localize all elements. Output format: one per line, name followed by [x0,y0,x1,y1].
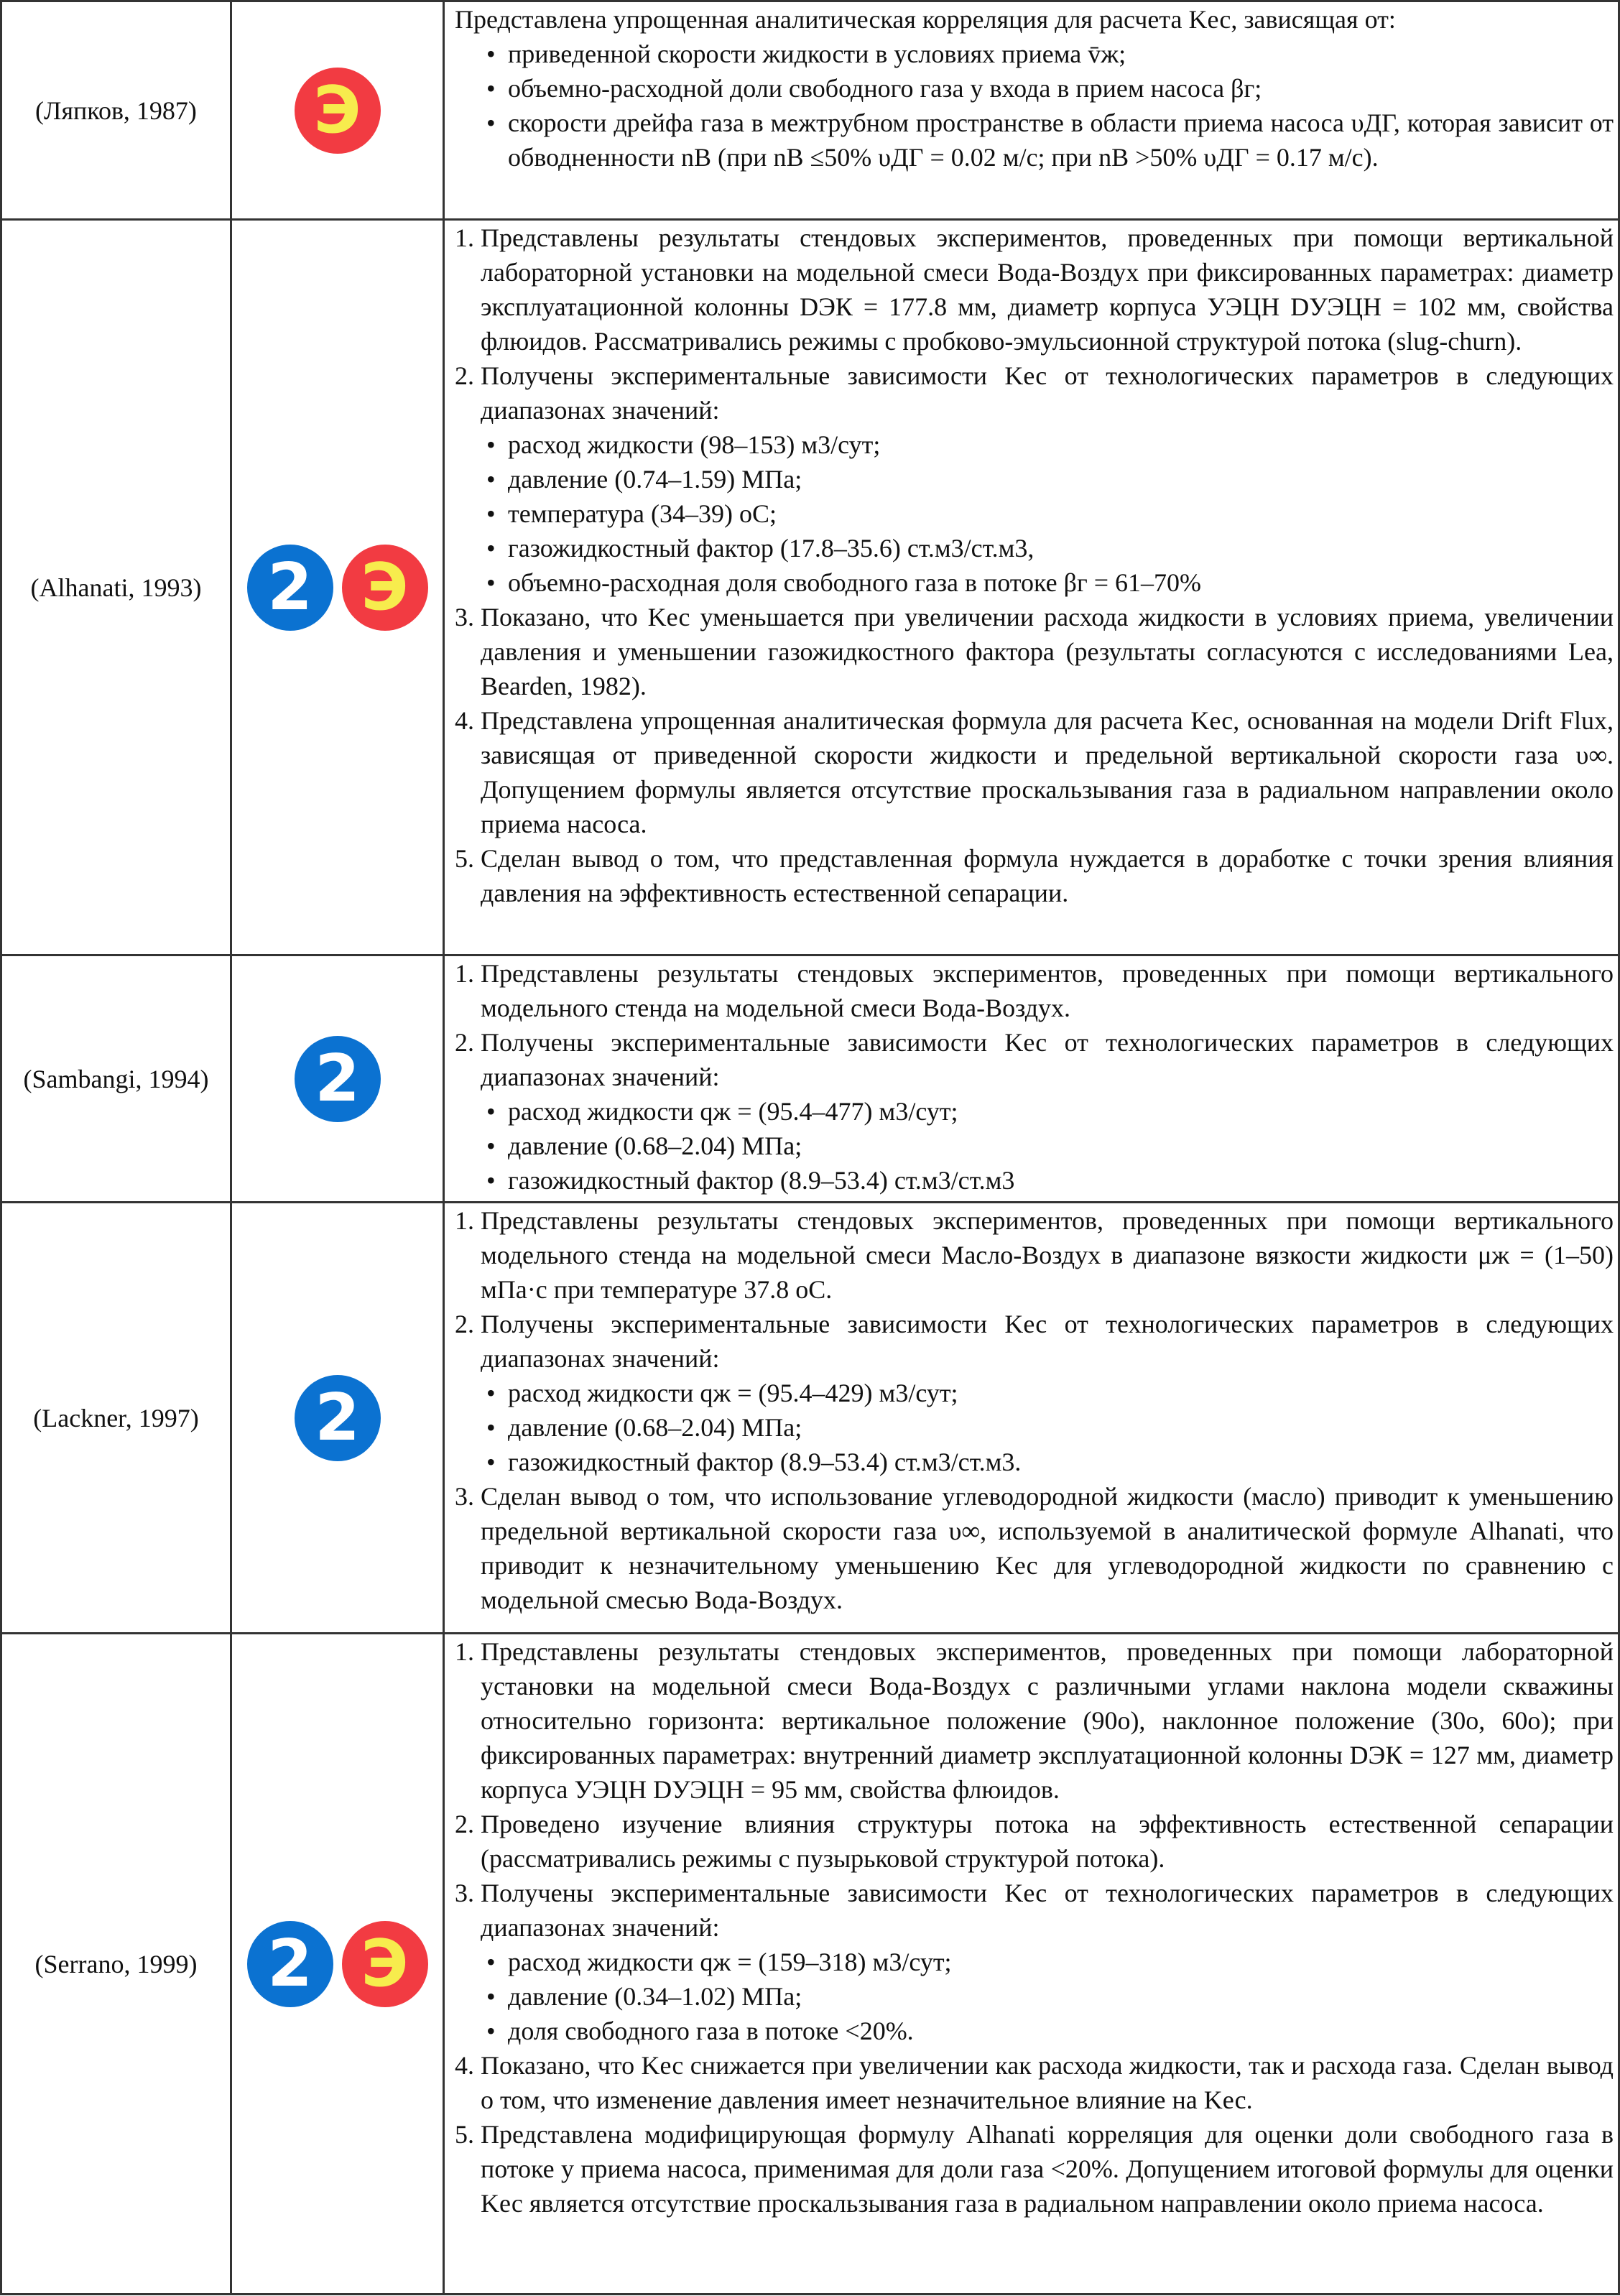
list-item: 3. Сделан вывод о том, что использование углеводородной жидкости (масло) приводит к уменьшению предельной вертикальной скорости газа υ∞, используемой в аналитической формуле Alhanati, что приводит к незначительному уменьшению Kес для углеводородной жидкости по сравнению с модельной смесью Вода-Воздух. [455,1482,1614,1614]
category-cell [231,955,444,1203]
list-item: 1. Представлены результаты стендовых экспериментов, проведенных при помощи лабораторной установки на модельной смеси Вода-Воздух с различными углами наклона модели скважины относительно горизонта: вертикальное положение (90o), наклонное положение (30o, 60o); при фиксированных параметрах: внутренний диаметр эксплуатационной колонны DЭК = 127 мм, диаметр корпуса УЭЦН DУЭЦН = 95 мм, свойства флюидов. [455,1637,1614,1804]
description-cell [444,1,1619,220]
reference-label: (Ляпков, 1987) [35,96,197,125]
list-item: • скорости дрейфа газа в межтрубном пространстве в области приема насоса υДГ, которая зависит от обводненности nВ (при nВ ≤50% υДГ = 0.02 м/с; при nВ >50% υДГ = 0.17 м/с). [455,106,1614,175]
list-item: • расход жидкости (98–153) м3/сут; [455,427,1614,462]
reference-cell [1,220,231,955]
list-item: 5. Представлена модифицирующая формулу Alhanati корреляция для оценки доли свободного газа в потоке у приема насоса, применимая для доли газа <20%. Допущением итоговой формулы для оценки Kес является отсутствие проскальзывания газа в радиальном направлении около приема насоса. [455,2120,1614,2218]
reference-cell [1,1634,231,2295]
category-cell [231,1,444,220]
description-cell [444,220,1619,955]
list-item: 2. Проведено изучение влияния структуры потока на эффективность естественной сепарации (рассматривались режимы с пузырьковой структурой потока). [455,1810,1614,1873]
description-cell [444,955,1619,1203]
list-item: • газожидкостный фактор (8.9–53.4) ст.м3/ст.м3 [455,1163,1614,1198]
reference-label: (Sambangi, 1994) [23,1064,209,1093]
table-row [1,1,1619,220]
table-row [1,1203,1619,1634]
category-badge-2: 2 [247,1921,333,2007]
category-badge-e: Э [295,68,381,154]
list-item: 2. Получены экспериментальные зависимости Kес от технологических параметров в следующих диапазонах значений: [455,1310,1614,1373]
list-item: • давление (0.68–2.04) МПа; [455,1410,1614,1445]
list-item: • давление (0.68–2.04) МПа; [455,1129,1614,1163]
table-row [1,955,1619,1203]
category-badge-e: Э [342,545,428,631]
list-item: • объемно-расходной доли свободного газа у входа в прием насоса βг; [455,71,1614,106]
list-item: • доля свободного газа в потоке <20%. [455,2014,1614,2048]
reference-cell [1,955,231,1203]
list-item: 4. Представлена упрощенная аналитическая формула для расчета Kес, основанная на модели Drift Flux, зависящая от приведенной скорости жидкости и предельной вертикальной скорости газа υ∞. Допущением формулы является отсутствие проскальзывания газа в радиальном направлении около приема насоса. [455,706,1614,838]
list-item: • давление (0.34–1.02) МПа; [455,1979,1614,2014]
category-badge-2: 2 [247,545,333,631]
list-item: • расход жидкости qж = (95.4–477) м3/сут; [455,1094,1614,1129]
list-item: 4. Показано, что Kес снижается при увеличении как расхода жидкости, так и расхода газа. Сделан вывод о том, что изменение давления имеет незначительное влияние на Kес. [455,2051,1614,2114]
list-item: Представлена упрощенная аналитическая корреляция для расчета Kес, зависящая от: [455,5,1396,34]
list-item: • температура (34–39) oC; [455,496,1614,531]
list-item: • газожидкостный фактор (17.8–35.6) ст.м3/ст.м3, [455,531,1614,565]
list-item: 3. Показано, что Kес уменьшается при увеличении расхода жидкости в условиях приема, увеличении давления и уменьшении газожидкостного фактора (результаты согласуются с исследованиями Lea, Bearden, 1982). [455,603,1614,700]
category-cell [231,220,444,955]
category-badge-2: 2 [295,1036,381,1122]
list-item: • приведенной скорости жидкости в условиях приема v̄ж; [455,37,1614,71]
list-item: • газожидкостный фактор (8.9–53.4) ст.м3/ст.м3. [455,1445,1614,1479]
reference-cell [1,1203,231,1634]
list-item: 2. Получены экспериментальные зависимости Kес от технологических параметров в следующих диапазонах значений: [455,361,1614,425]
table-row [1,1634,1619,2295]
category-badge-2: 2 [295,1375,381,1461]
table-row [1,220,1619,955]
list-item: • расход жидкости qж = (95.4–429) м3/сут; [455,1376,1614,1410]
list-item: 1. Представлены результаты стендовых экспериментов, проведенных при помощи вертикального модельного стенда на модельной смеси Масло-Воздух в диапазоне вязкости жидкости μж = (1–50) мПа·с при температуре 37.8 oC. [455,1206,1614,1304]
description-cell [444,1203,1619,1634]
list-item: • расход жидкости qж = (159–318) м3/сут; [455,1945,1614,1979]
category-cell [231,1203,444,1634]
list-item: • давление (0.74–1.59) МПа; [455,462,1614,496]
category-cell [231,1634,444,2295]
list-item: 2. Получены экспериментальные зависимости Kес от технологических параметров в следующих диапазонах значений: [455,1028,1614,1091]
reference-label: (Alhanati, 1993) [30,573,202,602]
reference-label: (Lackner, 1997) [33,1403,199,1432]
reference-label: (Serrano, 1999) [34,1949,198,1978]
list-item: 1. Представлены результаты стендовых экспериментов, проведенных при помощи вертикальной лабораторной установки на модельной смеси Вода-Воздух при фиксированных параметрах: диаметр эксплуатационной колонны DЭК = 177.8 мм, диаметр корпуса УЭЦН DУЭЦН = 102 мм, свойства флюидов. Рассматривались режимы с пробково-эмульсионной структурой потока (slug-churn). [455,223,1614,356]
category-badge-e: Э [342,1921,428,2007]
list-item: 3. Получены экспериментальные зависимости Kес от технологических параметров в следующих диапазонах значений: [455,1879,1614,1942]
list-item: 5. Сделан вывод о том, что представленная формула нуждается в доработке с точки зрения влияния давления на эффективность естественной сепарации. [455,844,1614,907]
list-item: 1. Представлены результаты стендовых экспериментов, проведенных при помощи вертикального модельного стенда на модельной смеси Вода-Воздух. [455,959,1614,1022]
reference-cell [1,1,231,220]
list-item: • объемно-расходная доля свободного газа в потоке βг = 61–70% [455,565,1614,600]
description-cell [444,1634,1619,2295]
